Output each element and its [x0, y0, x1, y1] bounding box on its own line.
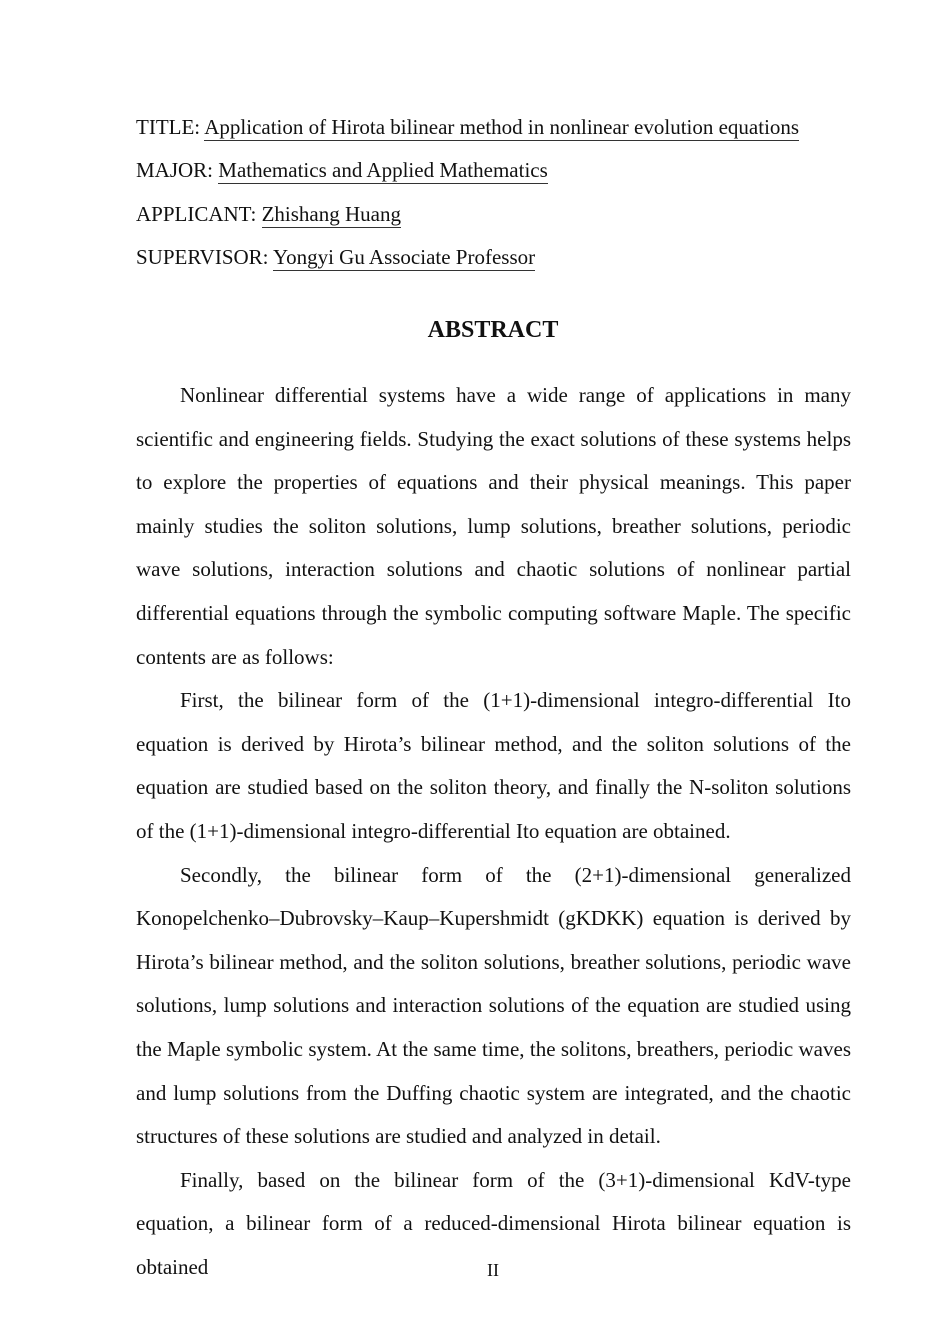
applicant-value: Zhishang Huang: [261, 202, 401, 226]
abstract-body: [136, 374, 851, 1289]
title-value: Application of Hirota bilinear method in nonlinear evolution equations: [204, 115, 800, 139]
applicant-label: APPLICANT:: [136, 202, 257, 226]
abstract-heading: ABSTRACT: [427, 317, 559, 343]
applicant-line: [136, 201, 401, 227]
supervisor-label: SUPERVISOR:: [136, 245, 269, 269]
abstract-paragraph: Nonlinear differential systems have a wide range of applications in many scientific and engineering fields. Studying the exact solutions of these systems helps to explore the properties of equations and their physical meanings. This paper mainly studies the soliton solutions, lump solutions, breather solutions, periodic wave solutions, interaction solutions and chaotic solutions of nonlinear partial differential equations through the symbolic computing software Maple. The specific contents are as follows:: [136, 383, 851, 669]
abstract-paragraph: First, the bilinear form of the (1+1)-dimensional integro-differential Ito equation is derived by Hirota’s bilinear method, and the soliton solutions of the equation are studied based on the soliton theory, and finally the N-soliton solutions of the (1+1)-dimensional integro-differential Ito equation are obtained.: [136, 688, 851, 843]
major-value: Mathematics and Applied Mathematics: [218, 158, 548, 182]
major-label: MAJOR:: [136, 158, 214, 182]
supervisor-value: Yongyi Gu Associate Professor: [273, 245, 536, 269]
supervisor-line: [136, 244, 535, 270]
abstract-paragraph: Secondly, the bilinear form of the (2+1)-dimensional generalized Konopelchenko–Dubrovsky–Kaup–Kupershmidt (gKDKK) equation is derived by Hirota’s bilinear method, and the soliton solutions, breather solutions, periodic wave solutions, lump solutions and interaction solutions of the equation are studied using the Maple symbolic system. At the same time, the solitons, breathers, periodic waves and lump solutions from the Duffing chaotic system are integrated, and the chaotic structures of these solutions are studied and analyzed in detail.: [136, 862, 851, 1149]
page-number: II: [487, 1260, 499, 1280]
major-line: [136, 157, 548, 183]
title-line: [136, 114, 799, 140]
abstract-paragraph: Finally, based on the bilinear form of the (3+1)-dimensional KdV-type equation, a bilinear form of a reduced-dimensional Hirota bilinear equation is obtained: [136, 1167, 851, 1279]
title-label: TITLE:: [136, 115, 201, 139]
